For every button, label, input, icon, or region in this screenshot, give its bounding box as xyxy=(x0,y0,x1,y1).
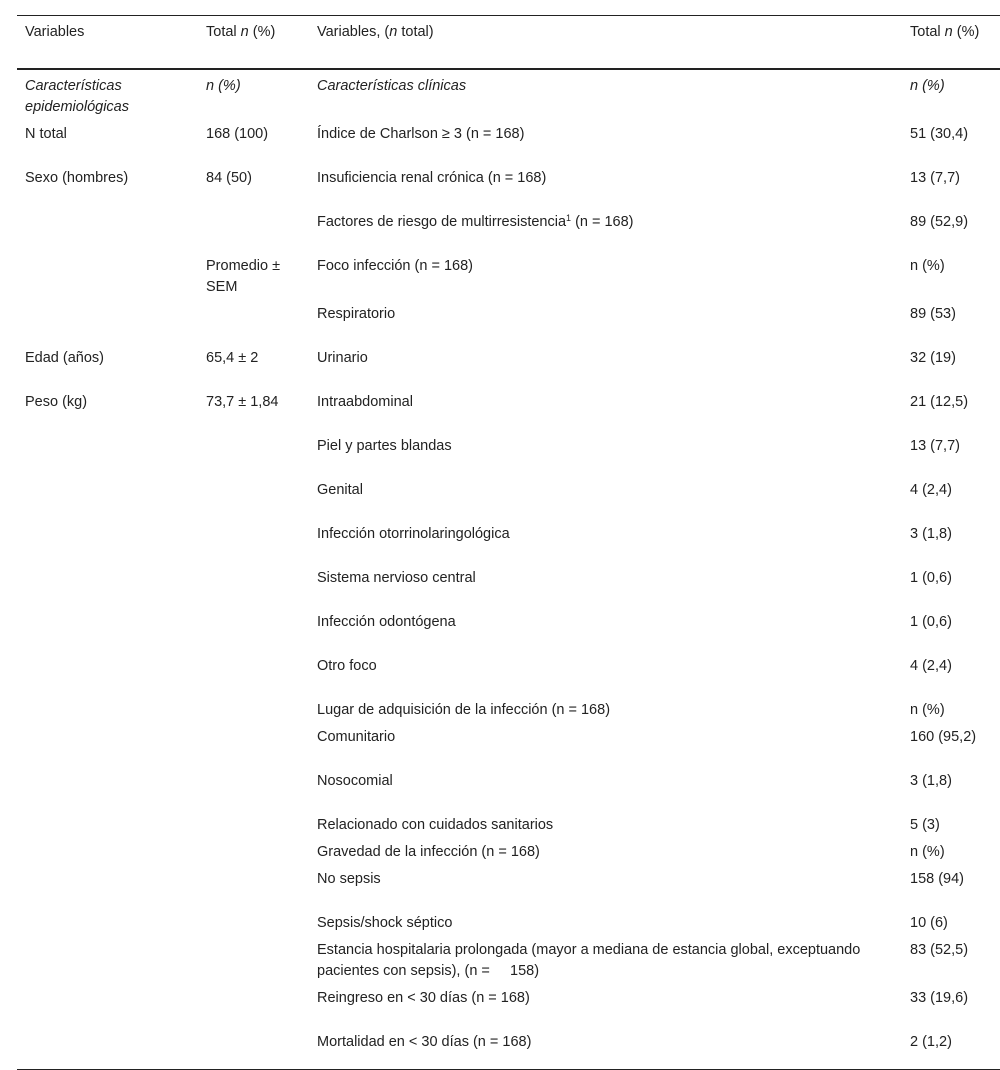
empty-cell xyxy=(198,518,309,562)
estancia-label: Estancia hospitalaria prolongada (mayor a mediana de estancia global, exceptuando pacientes con sepsis), (n = 158) xyxy=(317,941,865,979)
table-row xyxy=(17,982,1000,1026)
empty-cell xyxy=(17,650,198,694)
table-row xyxy=(17,836,1000,863)
empty-cell xyxy=(17,430,198,474)
estancia-value: 83 (52,5) xyxy=(910,941,969,958)
piel-label: Piel y partes blandas xyxy=(317,437,452,454)
foco-label: Foco infección (n = 168) xyxy=(317,257,473,274)
n-total-value: 168 (100) xyxy=(206,125,269,142)
gravedad-value: n (%) xyxy=(910,843,945,860)
foco-value: n (%) xyxy=(910,257,945,274)
table-row xyxy=(17,474,1000,518)
fr-label-suffix: (n = 168) xyxy=(571,213,634,230)
resp-label: Respiratorio xyxy=(317,305,396,322)
empty-cell xyxy=(198,694,309,721)
empty-cell xyxy=(198,474,309,518)
lugar-value: n (%) xyxy=(910,701,945,718)
empty-cell xyxy=(198,907,309,934)
empty-cell xyxy=(17,765,198,809)
empty-cell xyxy=(17,934,198,982)
sexo-value: 84 (50) xyxy=(206,169,252,186)
table-row xyxy=(17,765,1000,809)
charlson-value: 51 (30,4) xyxy=(910,125,969,142)
empty-cell xyxy=(198,982,309,1026)
empty-cell xyxy=(17,907,198,934)
lugar-label: Lugar de adquisición de la infección (n = 168) xyxy=(317,701,611,718)
sepsis-value: 10 (6) xyxy=(910,914,948,931)
header-variables xyxy=(17,16,198,69)
reingreso-value: 33 (19,6) xyxy=(910,989,969,1006)
table-body xyxy=(17,69,1000,1070)
table-row xyxy=(17,934,1000,982)
comun-label: Comunitario xyxy=(317,728,396,745)
genital-label: Genital xyxy=(317,481,363,498)
otro-label: Otro foco xyxy=(317,657,377,674)
uri-value: 32 (19) xyxy=(910,349,956,366)
header-variables-n-post: total) xyxy=(397,24,434,40)
intra-label: Intraabdominal xyxy=(317,393,413,410)
snc-label: Sistema nervioso central xyxy=(317,569,476,586)
clin-section-unit: n (%) xyxy=(910,77,945,94)
fr-footnote-mark: 1 xyxy=(566,212,572,223)
empty-cell xyxy=(198,430,309,474)
intra-value: 21 (12,5) xyxy=(910,393,969,410)
nosepsis-label: No sepsis xyxy=(317,870,381,887)
fr-label-text: Factores de riesgo de multirresistencia xyxy=(317,213,567,230)
sepsis-label: Sepsis/shock séptico xyxy=(317,914,453,931)
genital-value: 4 (2,4) xyxy=(910,481,952,498)
empty-cell xyxy=(198,934,309,982)
empty-cell xyxy=(17,474,198,518)
empty-cell xyxy=(17,982,198,1026)
gravedad-label: Gravedad de la infección (n = 168) xyxy=(317,843,540,860)
table-row xyxy=(17,809,1000,836)
table-row xyxy=(17,162,1000,206)
empty-cell xyxy=(198,298,309,342)
header-total-right xyxy=(902,16,1000,69)
otro-value: 4 (2,4) xyxy=(910,657,952,674)
table-row xyxy=(17,721,1000,765)
empty-cell xyxy=(198,765,309,809)
snc-value: 1 (0,6) xyxy=(910,569,952,586)
table-row xyxy=(17,430,1000,474)
table-row xyxy=(17,250,1000,298)
header-total-right-pre: Total xyxy=(910,24,945,40)
empty-cell xyxy=(198,606,309,650)
peso-label: Peso (kg) xyxy=(25,393,88,410)
nosepsis-value: 158 (94) xyxy=(910,870,965,887)
table-row xyxy=(17,863,1000,907)
empty-cell xyxy=(17,863,198,907)
irc-value: 13 (7,7) xyxy=(910,169,960,186)
header-total-right-n: n xyxy=(944,24,953,40)
header-variables-text: Variables xyxy=(25,24,85,40)
odonto-label: Infección odontógena xyxy=(317,613,456,630)
empty-cell xyxy=(17,836,198,863)
mortalidad-label: Mortalidad en < 30 días (n = 168) xyxy=(309,1026,902,1070)
table-row xyxy=(17,118,1000,162)
empty-cell xyxy=(17,809,198,836)
table-row xyxy=(17,606,1000,650)
table-row xyxy=(17,69,1000,118)
empty-cell xyxy=(198,809,309,836)
empty-cell xyxy=(17,298,198,342)
table-row xyxy=(17,562,1000,606)
noso-label: Nosocomial xyxy=(317,772,393,789)
empty-cell xyxy=(198,562,309,606)
header-variables-n-total xyxy=(309,16,902,69)
comun-value: 160 (95,2) xyxy=(910,728,977,745)
uri-label: Urinario xyxy=(317,349,368,366)
header-total-right-post: (%) xyxy=(952,24,980,40)
cuidados-value: 5 (3) xyxy=(910,816,940,833)
empty-cell xyxy=(17,206,198,250)
empty-cell xyxy=(198,863,309,907)
promedio-label: Promedio ± SEM xyxy=(206,257,281,295)
empty-cell xyxy=(198,206,309,250)
empty-cell xyxy=(17,250,198,298)
table-row xyxy=(17,206,1000,250)
header-row xyxy=(17,16,1000,69)
header-variables-n-pre: Variables, ( xyxy=(317,24,390,40)
reingreso-label: Reingreso en < 30 días (n = 168) xyxy=(317,989,530,1006)
edad-label: Edad (años) xyxy=(25,349,104,366)
sexo-label: Sexo (hombres) xyxy=(25,169,129,186)
charlson-label: Índice de Charlson ≥ 3 (n = 168) xyxy=(317,125,525,142)
cuidados-label: Relacionado con cuidados sanitarios xyxy=(317,816,554,833)
n-total-label: N total xyxy=(25,125,67,142)
fr-label xyxy=(309,206,902,250)
peso-value: 73,7 ± 1,84 xyxy=(206,393,279,410)
edad-value: 65,4 ± 2 xyxy=(206,349,259,366)
empty-cell xyxy=(17,562,198,606)
header-total-post: (%) xyxy=(248,24,276,40)
table-row xyxy=(17,518,1000,562)
empty-cell xyxy=(198,650,309,694)
mortalidad-value: 2 (1,2) xyxy=(902,1026,1000,1070)
table-row xyxy=(17,342,1000,386)
table-header xyxy=(17,16,1000,69)
header-variables-n: n xyxy=(389,24,398,40)
table-row xyxy=(17,386,1000,430)
empty-cell xyxy=(17,721,198,765)
table-row xyxy=(17,694,1000,721)
header-total-n: n xyxy=(240,24,249,40)
empty-cell xyxy=(198,836,309,863)
empty-cell xyxy=(17,518,198,562)
epi-section-unit: n (%) xyxy=(206,77,241,94)
otorrino-value: 3 (1,8) xyxy=(910,525,952,542)
table-row xyxy=(17,298,1000,342)
piel-value: 13 (7,7) xyxy=(910,437,960,454)
clin-section-title: Características clínicas xyxy=(317,77,467,94)
header-total-pre: Total xyxy=(206,24,241,40)
fr-value: 89 (52,9) xyxy=(910,213,969,230)
odonto-value: 1 (0,6) xyxy=(910,613,952,630)
empty-cell xyxy=(17,694,198,721)
table-row xyxy=(17,907,1000,934)
characteristics-table xyxy=(17,15,1000,1070)
table-row xyxy=(17,650,1000,694)
otorrino-label: Infección otorrinolaringológica xyxy=(317,525,510,542)
noso-value: 3 (1,8) xyxy=(910,772,952,789)
resp-value: 89 (53) xyxy=(910,305,956,322)
header-total xyxy=(198,16,309,69)
irc-label: Insuficiencia renal crónica (n = 168) xyxy=(317,169,547,186)
epi-section-title: Características epidemiológicas xyxy=(25,77,129,115)
empty-cell xyxy=(17,606,198,650)
empty-cell xyxy=(198,721,309,765)
